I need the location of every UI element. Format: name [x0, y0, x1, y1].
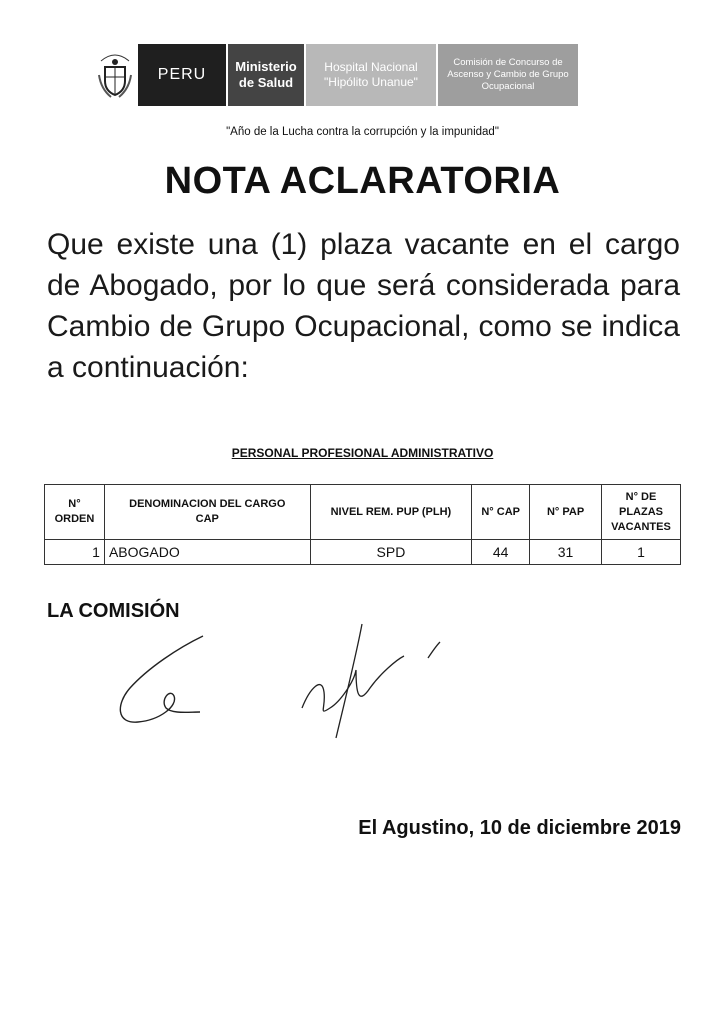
header-cargo-line2: CAP	[195, 513, 219, 525]
cell-cargo: ABOGADO	[104, 540, 310, 565]
letterhead	[92, 44, 578, 106]
ministerio-box	[228, 44, 304, 106]
header-cap: N° CAP	[472, 485, 530, 540]
peru-box	[138, 44, 226, 106]
header-plazas-line1: N° DE	[625, 490, 657, 503]
cell-pap: 31	[530, 540, 602, 565]
comision-box	[438, 44, 578, 106]
header-orden	[45, 485, 105, 540]
signature-2	[296, 616, 446, 746]
year-motto: "Año de la Lucha contra la corrupción y la impunidad"	[226, 126, 499, 138]
cell-nivel: SPD	[310, 540, 472, 565]
header-pap: N° PAP	[530, 485, 602, 540]
signature-label: LA COMISIÓN	[47, 600, 180, 622]
signature-1	[108, 628, 218, 728]
header-plazas-line3: VACANTES	[611, 520, 671, 533]
header-plazas	[601, 485, 680, 540]
comision-line3: Ocupacional	[481, 81, 535, 92]
peru-label: PERU	[157, 66, 207, 83]
hospital-line2: "Hipólito Unanue"	[324, 75, 418, 89]
coat-of-arms-icon	[92, 44, 138, 106]
body-paragraph: Que existe una (1) plaza vacante en el cargo de Abogado, por lo que será considerada para Cambio de Grupo Ocupacional, como se indica a continuación:	[47, 228, 680, 384]
ministerio-line1: Ministerio	[235, 59, 297, 74]
cell-orden: 1	[45, 540, 105, 565]
header-cargo-line1: DENOMINACION DEL CARGO	[129, 498, 286, 510]
table-row	[45, 540, 681, 565]
table-title: PERSONAL PROFESIONAL ADMINISTRATIVO	[231, 446, 494, 460]
ministerio-line2: de Salud	[238, 75, 294, 90]
header-orden-line1: N°	[68, 498, 81, 510]
header-cargo	[104, 485, 310, 540]
hospital-box	[306, 44, 436, 106]
vacancies-table	[44, 484, 681, 565]
cell-plazas: 1	[601, 540, 680, 565]
document-title: NOTA ACLARATORIA	[164, 160, 561, 202]
hospital-line1: Hospital Nacional	[324, 60, 418, 74]
cell-cap: 44	[472, 540, 530, 565]
header-nivel: NIVEL REM. PUP (PLH)	[310, 485, 472, 540]
table-header-row	[45, 485, 681, 540]
header-plazas-line2: PLAZAS	[618, 505, 663, 518]
place-date: El Agustino, 10 de diciembre 2019	[358, 817, 681, 839]
comision-line1: Comisión de Concurso de	[453, 57, 563, 68]
header-orden-line2: ORDEN	[54, 513, 95, 525]
comision-line2: Ascenso y Cambio de Grupo	[447, 69, 569, 80]
